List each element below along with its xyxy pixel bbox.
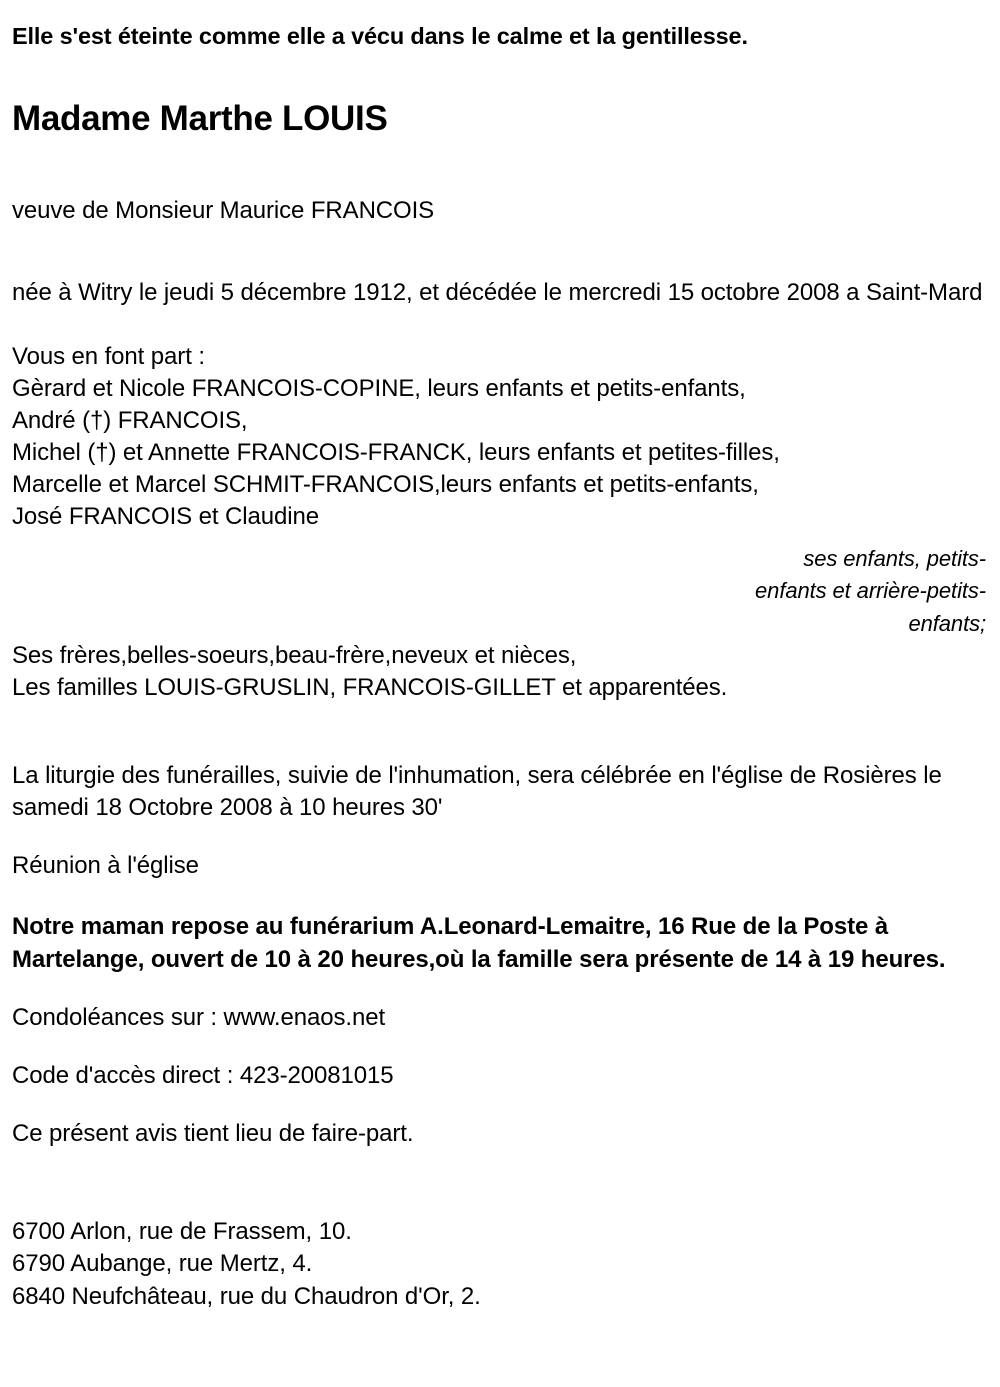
address-list [12,1216,986,1314]
extended-family-list [12,640,986,704]
list-item: 6840 Neufchâteau, rue du Chaudron d'Or, 2. [12,1282,481,1310]
list-item: 6700 Arlon, rue de Frassem, 10. [12,1217,352,1245]
reunion-line: Réunion à l'église [12,851,199,879]
condolences-line: Condoléances sur : www.enaos.net [12,1004,386,1032]
access-code-line: Code d'accès direct : 423-20081015 [12,1061,394,1089]
list-item: Les familles LOUIS-GRUSLIN, FRANCOIS-GILLET et apparentées. [12,674,728,702]
list-item: Marcelle et Marcel SCHMIT-FRANCOIS,leurs enfants et petits-enfants, [12,470,759,498]
birth-death-line: née à Witry le jeudi 5 décembre 1912, et décédée le mercredi 15 octobre 2008 a Saint-Mard [12,279,983,307]
relation-note: ses enfants, petits-enfants et arrière-petits-enfants; [755,545,986,636]
liturgy-details: La liturgie des funérailles, suivie de l'inhumation, sera célébrée en l'église de Rosières le samedi 18 Octobre 2008 à 10 heures 30' [12,762,942,821]
epitaph-line: Elle s'est éteinte comme elle a vécu dans le calme et la gentillesse. [12,23,748,49]
funerarium-details: Notre maman repose au funérarium A.Leonard-Lemaitre, 16 Rue de la Poste à Martelange, ouvert de 10 à 20 heures,où la famille sera présente de 14 à 19 heures. [12,912,946,973]
spouse-line: veuve de Monsieur Maurice FRANCOIS [12,197,435,225]
list-item: Ses frères,belles-soeurs,beau-frère,neveux et nièces, [12,642,577,670]
announce-intro: Vous en font part : [12,343,205,371]
list-item: José FRANCOIS et Claudine [12,502,319,530]
relatives-list [12,373,986,533]
list-item: Gèrard et Nicole FRANCOIS-COPINE, leurs enfants et petits-enfants, [12,375,746,403]
deceased-name-heading: Madame Marthe LOUIS [12,99,388,139]
list-item: 6790 Aubange, rue Mertz, 4. [12,1250,313,1278]
notice-footer: Ce présent avis tient lieu de faire-part. [12,1119,414,1147]
list-item: Michel (†) et Annette FRANCOIS-FRANCK, leurs enfants et petites-filles, [12,438,780,466]
list-item: André (†) FRANCOIS, [12,407,248,434]
